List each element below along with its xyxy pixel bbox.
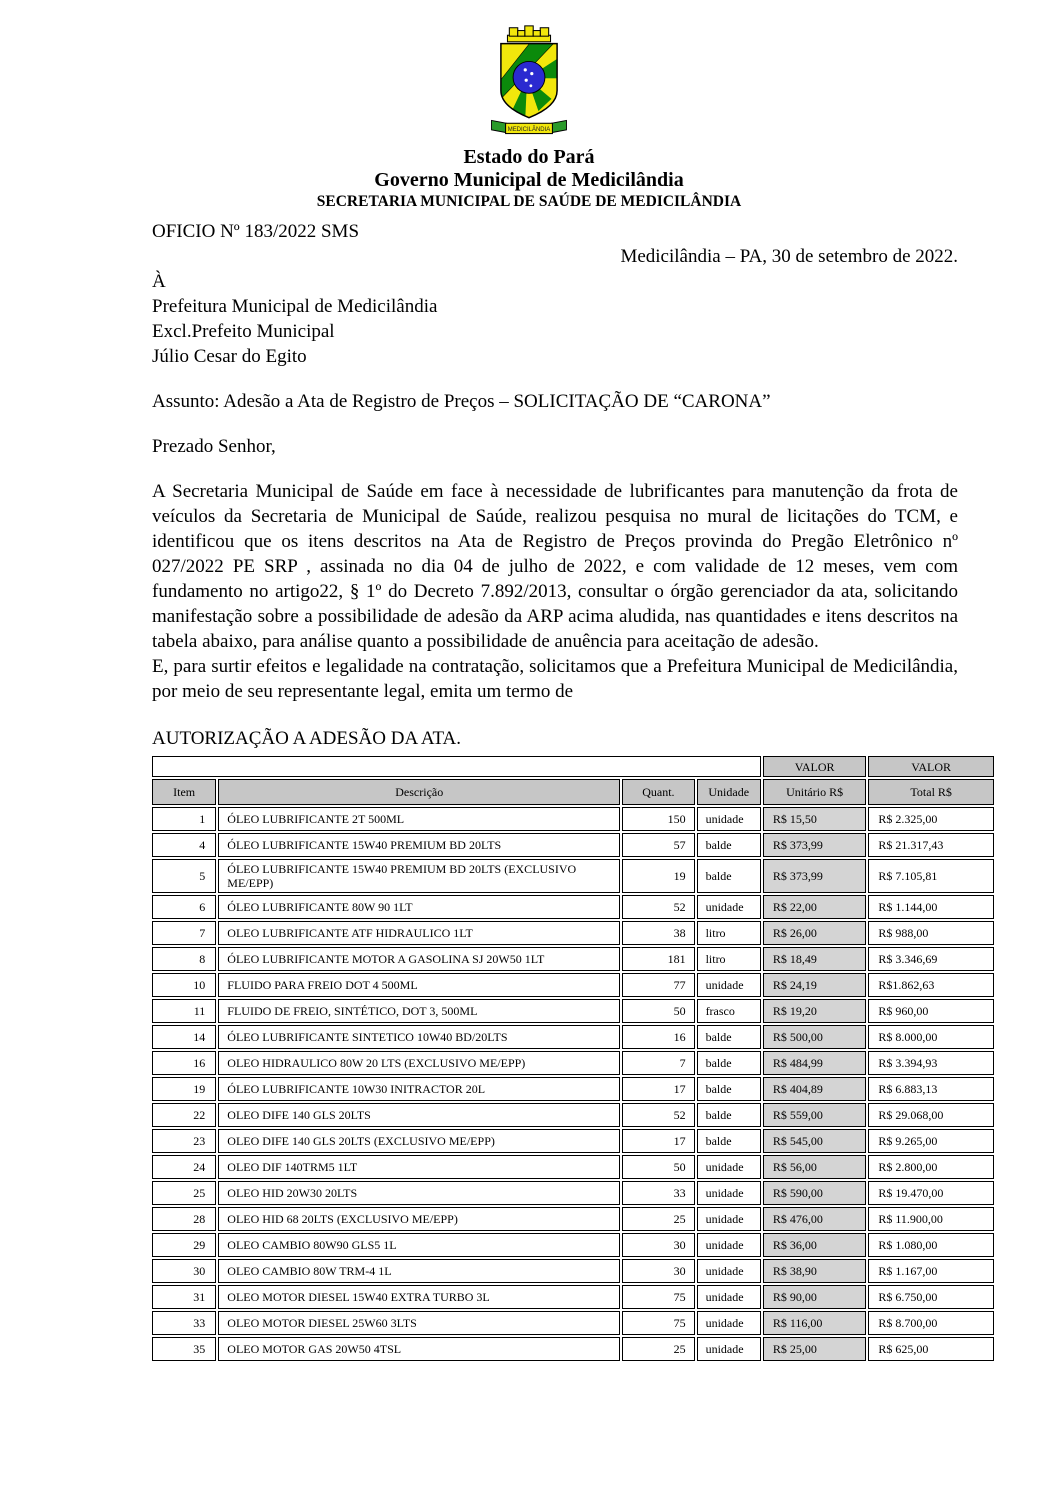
unit-cell: balde: [697, 1103, 761, 1127]
blank-line: [152, 459, 958, 479]
item-cell: 5: [152, 859, 216, 893]
unit-price-cell: R$ 18,49: [763, 947, 866, 971]
total-cell: R$ 9.265,00: [868, 1129, 994, 1153]
unit-price-cell: R$ 36,00: [763, 1233, 866, 1257]
unit-price-cell: R$ 56,00: [763, 1155, 866, 1179]
column-header-row: [152, 779, 994, 805]
blank-line: [152, 704, 958, 726]
description-cell: OLEO DIFE 140 GLS 20LTS: [218, 1103, 620, 1127]
unit-cell: unidade: [697, 1181, 761, 1205]
total-cell: R$ 1.080,00: [868, 1233, 994, 1257]
description-cell: OLEO MOTOR GAS 20W50 4TSL: [218, 1337, 620, 1361]
total-cell: R$ 6.750,00: [868, 1285, 994, 1309]
column-header-quantity: Quant.: [622, 779, 694, 805]
total-cell: R$ 21.317,43: [868, 833, 994, 857]
item-cell: 33: [152, 1311, 216, 1335]
unit-cell: unidade: [697, 1285, 761, 1309]
unit-cell: litro: [697, 921, 761, 945]
table-row: [152, 833, 994, 857]
unit-cell: unidade: [697, 1259, 761, 1283]
item-cell: 19: [152, 1077, 216, 1101]
unit-price-cell: R$ 545,00: [763, 1129, 866, 1153]
unit-cell: balde: [697, 1025, 761, 1049]
item-cell: 22: [152, 1103, 216, 1127]
office-number: OFICIO Nº 183/2022 SMS: [152, 221, 360, 242]
table-row: [152, 1337, 994, 1361]
quantity-cell: 77: [622, 973, 694, 997]
column-header-description: Descrição: [218, 779, 620, 805]
unit-cell: unidade: [697, 1337, 761, 1361]
total-cell: R$ 8.000,00: [868, 1025, 994, 1049]
table-row: [152, 1233, 994, 1257]
unit-price-cell: R$ 559,00: [763, 1103, 866, 1127]
valor-row-spacer: [152, 756, 761, 777]
item-cell: 29: [152, 1233, 216, 1257]
column-header-total: Total R$: [868, 779, 994, 805]
description-cell: ÓLEO LUBRIFICANTE 80W 90 1LT: [218, 895, 620, 919]
item-cell: 8: [152, 947, 216, 971]
description-cell: OLEO MOTOR DIESEL 15W40 EXTRA TURBO 3L: [218, 1285, 620, 1309]
description-cell: OLEO HIDRAULICO 80W 20 LTS (EXCLUSIVO ME/EPP): [218, 1051, 620, 1075]
table-row: [152, 859, 994, 893]
header-secretariat: SECRETARIA MUNICIPAL DE SAÚDE DE MEDICILÂNDIA: [316, 193, 742, 210]
table-row: [152, 1103, 994, 1127]
description-cell: OLEO CAMBIO 80W TRM-4 1L: [218, 1259, 620, 1283]
item-cell: 31: [152, 1285, 216, 1309]
quantity-cell: 181: [622, 947, 694, 971]
quantity-cell: 17: [622, 1129, 694, 1153]
total-cell: R$ 2.325,00: [868, 807, 994, 831]
total-cell: R$ 29.068,00: [868, 1103, 994, 1127]
unit-cell: unidade: [697, 807, 761, 831]
table-row: [152, 1155, 994, 1179]
crest-banner: [492, 120, 567, 133]
unit-cell: balde: [697, 1077, 761, 1101]
authorization-line: AUTORIZAÇÃO A ADESÃO DA ATA.: [152, 728, 462, 749]
quantity-cell: 75: [622, 1285, 694, 1309]
quantity-cell: 33: [622, 1181, 694, 1205]
item-cell: 11: [152, 999, 216, 1023]
body-paragraph-1: A Secretaria Municipal de Saúde em face à necessidade de lubrificantes para manutenção da frota de veículos da Secretaria de Municipal de Saúde, realizou pesquisa no mural de licitações do TCM, e identificou que os itens descritos na Ata de Registro de Preços provinda do Pregão Eletrônico nº 027/2022 PE SRP , assinada no dia 04 de julho de 2022, e com validade de 12 meses, vem com fundamento no artigo22, § 1º do Decreto 7.892/2013, consultar o órgão gerenciador da ata, solicitando manifestação sobre a possibilidade de adesão da ARP acima aludida, nas quantidades e itens descritos na tabela abaixo, para análise quanto a possibilidade de anuência para aceitação de adesão.: [152, 481, 958, 652]
description-cell: OLEO CAMBIO 80W90 GLS5 1L: [218, 1233, 620, 1257]
quantity-cell: 25: [622, 1337, 694, 1361]
header-state: Estado do Pará: [463, 146, 595, 168]
salutation: Prezado Senhor,: [152, 436, 276, 457]
column-header-unit: Unidade: [697, 779, 761, 805]
total-cell: R$ 988,00: [868, 921, 994, 945]
total-cell: R$ 11.900,00: [868, 1207, 994, 1231]
unit-cell: balde: [697, 833, 761, 857]
unit-price-cell: R$ 19,20: [763, 999, 866, 1023]
letter-body: [152, 219, 958, 751]
table-row: [152, 1285, 994, 1309]
description-cell: OLEO HID 68 20LTS (EXCLUSIVO ME/EPP): [218, 1207, 620, 1231]
description-cell: FLUIDO PARA FREIO DOT 4 500ML: [218, 973, 620, 997]
table-row: [152, 999, 994, 1023]
unit-price-cell: R$ 373,99: [763, 859, 866, 893]
unit-cell: unidade: [697, 895, 761, 919]
total-cell: R$ 7.105,81: [868, 859, 994, 893]
crest-banner-text: MEDICILÂNDIA: [507, 127, 551, 134]
recipient-line: Júlio Cesar do Egito: [152, 346, 307, 367]
quantity-cell: 25: [622, 1207, 694, 1231]
items-table: [150, 754, 996, 1363]
description-cell: OLEO LUBRIFICANTE ATF HIDRAULICO 1LT: [218, 921, 620, 945]
recipient-line: Prefeitura Municipal de Medicilândia: [152, 296, 438, 317]
blank-line: [152, 414, 958, 434]
description-cell: OLEO HID 20W30 20LTS: [218, 1181, 620, 1205]
total-cell: R$ 625,00: [868, 1337, 994, 1361]
total-cell: R$ 19.470,00: [868, 1181, 994, 1205]
item-cell: 1: [152, 807, 216, 831]
shield-field: [499, 42, 559, 123]
unit-price-cell: R$ 590,00: [763, 1181, 866, 1205]
table-row: [152, 1077, 994, 1101]
valor-header-unitario: VALOR: [763, 756, 866, 777]
blank-line: [152, 369, 958, 389]
item-cell: 4: [152, 833, 216, 857]
unit-price-cell: R$ 90,00: [763, 1285, 866, 1309]
unit-cell: unidade: [697, 1155, 761, 1179]
item-cell: 35: [152, 1337, 216, 1361]
total-cell: R$ 3.346,69: [868, 947, 994, 971]
item-cell: 28: [152, 1207, 216, 1231]
column-header-item: Item: [152, 779, 216, 805]
quantity-cell: 57: [622, 833, 694, 857]
item-cell: 30: [152, 1259, 216, 1283]
table-row: [152, 947, 994, 971]
table-row: [152, 807, 994, 831]
table-row: [152, 1129, 994, 1153]
quantity-cell: 17: [622, 1077, 694, 1101]
unit-cell: litro: [697, 947, 761, 971]
unit-price-cell: R$ 116,00: [763, 1311, 866, 1335]
header-government: Governo Municipal de Medicilândia: [374, 169, 684, 191]
quantity-cell: 50: [622, 1155, 694, 1179]
quantity-cell: 52: [622, 895, 694, 919]
item-cell: 6: [152, 895, 216, 919]
quantity-cell: 30: [622, 1233, 694, 1257]
quantity-cell: 16: [622, 1025, 694, 1049]
date-line: Medicilândia – PA, 30 de setembro de 2022.: [620, 246, 958, 267]
quantity-cell: 19: [622, 859, 694, 893]
table-row: [152, 895, 994, 919]
body-paragraph-2: E, para surtir efeitos e legalidade na contratação, solicitamos que a Prefeitura Municipal de Medicilândia, por meio de seu representante legal, emita um termo de: [152, 656, 958, 702]
unit-cell: unidade: [697, 1207, 761, 1231]
total-cell: R$1.862,63: [868, 973, 994, 997]
total-cell: R$ 8.700,00: [868, 1311, 994, 1335]
unit-cell: balde: [697, 1129, 761, 1153]
item-cell: 16: [152, 1051, 216, 1075]
table-row: [152, 1051, 994, 1075]
item-cell: 14: [152, 1025, 216, 1049]
unit-price-cell: R$ 38,90: [763, 1259, 866, 1283]
total-cell: R$ 1.144,00: [868, 895, 994, 919]
total-cell: R$ 6.883,13: [868, 1077, 994, 1101]
unit-price-cell: R$ 404,89: [763, 1077, 866, 1101]
unit-price-cell: R$ 476,00: [763, 1207, 866, 1231]
description-cell: ÓLEO LUBRIFICANTE 15W40 PREMIUM BD 20LTS (EXCLUSIVO ME/EPP): [218, 859, 620, 893]
table-row: [152, 921, 994, 945]
unit-price-cell: R$ 24,19: [763, 973, 866, 997]
total-cell: R$ 3.394,93: [868, 1051, 994, 1075]
quantity-cell: 38: [622, 921, 694, 945]
valor-header-total: VALOR: [868, 756, 994, 777]
items-table-wrapper: [150, 754, 1058, 1363]
item-cell: 7: [152, 921, 216, 945]
description-cell: ÓLEO LUBRIFICANTE 15W40 PREMIUM BD 20LTS: [218, 833, 620, 857]
unit-price-cell: R$ 26,00: [763, 921, 866, 945]
unit-price-cell: R$ 22,00: [763, 895, 866, 919]
recipient-line: Excl.Prefeito Municipal: [152, 321, 335, 342]
column-header-unit-price: Unitário R$: [763, 779, 866, 805]
quantity-cell: 52: [622, 1103, 694, 1127]
quantity-cell: 7: [622, 1051, 694, 1075]
quantity-cell: 150: [622, 807, 694, 831]
description-cell: OLEO MOTOR DIESEL 25W60 3LTS: [218, 1311, 620, 1335]
total-cell: R$ 960,00: [868, 999, 994, 1023]
quantity-cell: 30: [622, 1259, 694, 1283]
valor-header-row: [152, 756, 994, 777]
description-cell: ÓLEO LUBRIFICANTE 10W30 INITRACTOR 20L: [218, 1077, 620, 1101]
description-cell: FLUIDO DE FREIO, SINTÉTICO, DOT 3, 500ML: [218, 999, 620, 1023]
description-cell: ÓLEO LUBRIFICANTE SINTETICO 10W40 BD/20LTS: [218, 1025, 620, 1049]
unit-cell: frasco: [697, 999, 761, 1023]
unit-price-cell: R$ 484,99: [763, 1051, 866, 1075]
description-cell: OLEO DIF 140TRM5 1LT: [218, 1155, 620, 1179]
description-cell: ÓLEO LUBRIFICANTE 2T 500ML: [218, 807, 620, 831]
unit-price-cell: R$ 25,00: [763, 1337, 866, 1361]
unit-cell: unidade: [697, 1311, 761, 1335]
unit-price-cell: R$ 500,00: [763, 1025, 866, 1049]
unit-cell: unidade: [697, 1233, 761, 1257]
medicilandia-coat-of-arms: [482, 24, 576, 142]
unit-cell: balde: [697, 1051, 761, 1075]
table-row: [152, 973, 994, 997]
total-cell: R$ 1.167,00: [868, 1259, 994, 1283]
table-row: [152, 1181, 994, 1205]
table-row: [152, 1207, 994, 1231]
quantity-cell: 50: [622, 999, 694, 1023]
description-cell: OLEO DIFE 140 GLS 20LTS (EXCLUSIVO ME/EPP): [218, 1129, 620, 1153]
crown-icon: [507, 26, 550, 42]
item-cell: 10: [152, 973, 216, 997]
subject-line: Assunto: Adesão a Ata de Registro de Preços – SOLICITAÇÃO DE “CARONA”: [152, 391, 771, 412]
unit-cell: balde: [697, 859, 761, 893]
table-row: [152, 1311, 994, 1335]
total-cell: R$ 2.800,00: [868, 1155, 994, 1179]
item-cell: 23: [152, 1129, 216, 1153]
recipient-line: À: [152, 271, 166, 292]
quantity-cell: 75: [622, 1311, 694, 1335]
unit-price-cell: R$ 15,50: [763, 807, 866, 831]
item-cell: 25: [152, 1181, 216, 1205]
description-cell: ÓLEO LUBRIFICANTE MOTOR A GASOLINA SJ 20W50 1LT: [218, 947, 620, 971]
unit-price-cell: R$ 373,99: [763, 833, 866, 857]
unit-cell: unidade: [697, 973, 761, 997]
table-row: [152, 1025, 994, 1049]
item-cell: 24: [152, 1155, 216, 1179]
table-row: [152, 1259, 994, 1283]
